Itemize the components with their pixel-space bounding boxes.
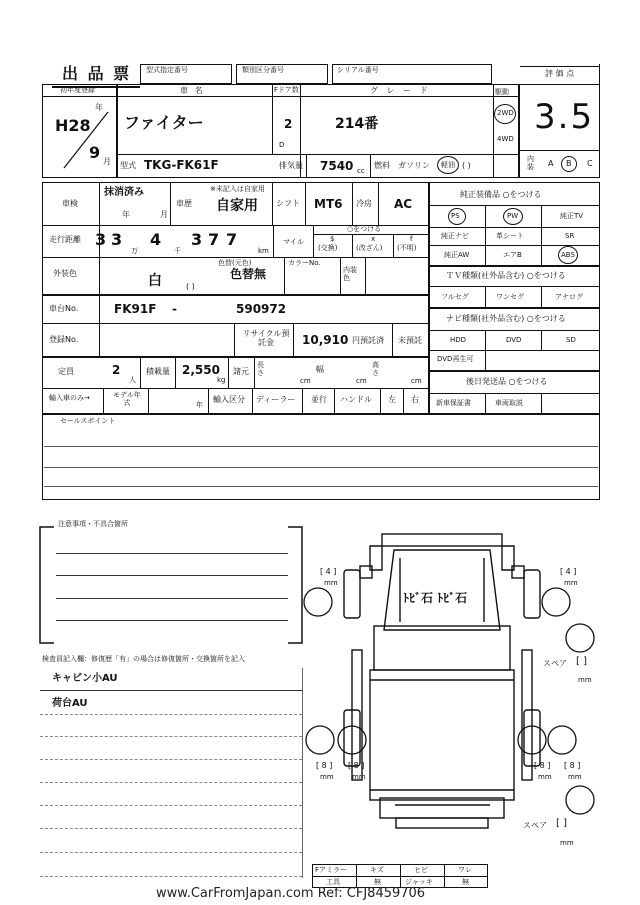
mileage-sen-unit: 千 bbox=[174, 247, 181, 255]
navi-type-label: ナビ種類(社外品含む) ○をつける bbox=[446, 314, 566, 323]
equip-leather: 革シート bbox=[496, 232, 524, 240]
navi-dvd-play: DVD再生可 bbox=[437, 355, 474, 363]
legend-scratch: キズ bbox=[370, 866, 384, 874]
capacity-value: 2 bbox=[112, 363, 121, 377]
first-reg-month: 9 bbox=[89, 143, 101, 162]
sales-point-label: セールスポイント bbox=[60, 417, 116, 425]
mile-label: マイル bbox=[283, 238, 304, 246]
fuel-label: 燃料 bbox=[374, 161, 390, 170]
color-no-label: カラーNo. bbox=[288, 259, 321, 267]
displacement-label: 排気量 bbox=[279, 161, 303, 170]
navi-sd: SD bbox=[566, 336, 576, 344]
load-label: 積載量 bbox=[146, 367, 170, 376]
ac-value: AC bbox=[394, 197, 413, 211]
usage-note: ※未記入は自家用 bbox=[210, 185, 265, 193]
docs-label: 後日発送品 ○をつける bbox=[466, 377, 548, 386]
tools-label: 工具 bbox=[326, 878, 340, 886]
shaken-year-unit: 年 bbox=[122, 210, 130, 219]
tv-oneseg: ワンセグ bbox=[496, 293, 524, 301]
mileage-circle-note: ○をつける bbox=[347, 225, 382, 233]
shaken-label: 車検 bbox=[62, 199, 78, 208]
mileage-digit: 7 bbox=[226, 230, 238, 249]
equip-pw: PW bbox=[507, 212, 519, 220]
jack-value: 無 bbox=[462, 878, 469, 886]
legend-f-amirror: Fアミラー bbox=[315, 866, 348, 874]
interior-c: C bbox=[587, 159, 593, 168]
first-reg-label: 初年度登録 bbox=[60, 86, 95, 94]
load-unit: kg bbox=[217, 376, 226, 384]
chassis-prefix: FK91F bbox=[114, 302, 157, 316]
import-dealer: ディーラー bbox=[256, 395, 296, 404]
capacity-unit: 人 bbox=[129, 376, 136, 384]
score-value: 3.5 bbox=[534, 97, 595, 137]
shaken-value: 抹消済み bbox=[104, 187, 144, 198]
inspector-note-2: 荷台AU bbox=[52, 698, 88, 709]
x-sub: (改ざん) bbox=[356, 244, 383, 252]
drive-2wd: 2WD bbox=[497, 109, 514, 117]
tire-rear-r1: [ 8 ] bbox=[534, 761, 551, 770]
tire-rear-r2: [ 8 ] bbox=[564, 761, 581, 770]
navi-dvd: DVD bbox=[506, 336, 522, 344]
usage-label: 車歴 bbox=[176, 199, 192, 208]
recycle-pending: 未預託 bbox=[398, 336, 422, 345]
navi-hdd: HDD bbox=[450, 336, 467, 344]
tools-value: 無 bbox=[374, 878, 381, 886]
spare-front-mm: mm bbox=[578, 676, 592, 684]
tire-front-right: [ 4 ] bbox=[560, 567, 577, 576]
recycle-unit: 円預託済 bbox=[352, 336, 384, 345]
grade-label: グ レ ー ド bbox=[370, 86, 431, 95]
mileage-digit: 7 bbox=[208, 230, 220, 249]
fuel-gas: ガソリン bbox=[398, 161, 430, 170]
tire-rear-l1-mm: mm bbox=[320, 773, 334, 781]
original-color-paren: ( ) bbox=[186, 282, 195, 291]
chassis-number: 590972 bbox=[236, 302, 287, 316]
grade-value: 214番 bbox=[335, 116, 379, 132]
model-label: 型式 bbox=[120, 161, 136, 170]
car-name: ファイター bbox=[124, 113, 204, 132]
mileage-digit: 3 bbox=[95, 230, 107, 249]
f-sub: (不明) bbox=[397, 244, 417, 252]
width-label: 幅 bbox=[316, 365, 324, 374]
inspector-note-1: キャビン小AU bbox=[52, 673, 118, 684]
spare-bracket-rear: [ ] bbox=[556, 818, 567, 829]
interior-a: A bbox=[548, 159, 554, 168]
equip-airbag: エアB bbox=[503, 251, 522, 259]
length-cm: cm bbox=[300, 377, 311, 385]
form-title: 出 品 票 bbox=[62, 64, 132, 83]
handle-label: ハンドル bbox=[340, 395, 372, 404]
legend-crack: ヒビ bbox=[414, 866, 428, 874]
model-cert-label: 型式指定番号 bbox=[146, 66, 188, 74]
capacity-label: 定員 bbox=[58, 367, 74, 376]
tire-rear-l2: [ 8 ] bbox=[348, 761, 365, 770]
fuel-diesel: 軽油 bbox=[441, 161, 455, 169]
fuel-other: ( ) bbox=[462, 161, 471, 170]
cc-unit: cc bbox=[357, 167, 365, 175]
drive-4wd: 4WD bbox=[497, 135, 514, 143]
doors-value: 2 bbox=[284, 117, 293, 131]
tire-front-left: [ 4 ] bbox=[320, 567, 337, 576]
watermark-text: www.CarFromJapan.com Ref: CFJ8459706 bbox=[156, 886, 426, 901]
handle-right: 右 bbox=[411, 395, 419, 404]
import-class-label: 輸入区分 bbox=[213, 395, 245, 404]
door-suffix: D bbox=[279, 141, 285, 149]
interior-label: 内装 bbox=[527, 155, 534, 171]
spare-label-front: スペア bbox=[543, 659, 567, 668]
month-unit: 月 bbox=[103, 157, 111, 166]
equip-ps: PS bbox=[451, 212, 460, 220]
car-name-label: 車 名 bbox=[180, 86, 205, 95]
height-label: 高さ bbox=[372, 361, 379, 377]
equip-genuine-aw: 純正AW bbox=[444, 251, 470, 259]
interior-color-label: 内装色 bbox=[343, 266, 357, 282]
serial-label: シリアル番号 bbox=[337, 66, 379, 74]
equip-abs: ABS bbox=[561, 251, 575, 259]
import-label: 輸入車のみ→ bbox=[49, 394, 90, 402]
height-cm: cm bbox=[411, 377, 422, 385]
spare-rear-mm: mm bbox=[560, 839, 574, 847]
mileage-label: 走行距離 bbox=[49, 235, 81, 244]
x-mark: x bbox=[371, 235, 376, 243]
import-year-unit: 年 bbox=[196, 401, 203, 409]
chassis-dash: - bbox=[172, 302, 177, 316]
legend-break: ワレ bbox=[458, 866, 472, 874]
spare-label-rear: スペア bbox=[523, 821, 547, 830]
exterior-color-value: 白 bbox=[148, 273, 162, 289]
dollar-sub: (交換) bbox=[318, 244, 338, 252]
year-unit: 年 bbox=[95, 103, 103, 112]
recycle-label: リサイクル預託金 bbox=[242, 329, 290, 347]
color-change-value: 色替無 bbox=[230, 267, 267, 281]
first-reg-year: H28 bbox=[55, 116, 91, 135]
import-parallel: 並行 bbox=[311, 395, 327, 404]
doors-label: Fドア数 bbox=[274, 86, 299, 94]
attention-label: 注意事項・不具合箇所 bbox=[58, 520, 128, 528]
spare-bracket-front: [ ] bbox=[576, 656, 587, 667]
tire-front-right-mm: mm bbox=[564, 579, 578, 587]
tv-fullseg: フルセグ bbox=[441, 293, 469, 301]
load-value: 2,550 bbox=[182, 363, 220, 377]
tire-rear-l2-mm: mm bbox=[352, 773, 366, 781]
cab-damage-note: ﾄﾋﾞ石 ﾄﾋﾞ石 bbox=[403, 591, 468, 605]
dims-label: 諸元 bbox=[233, 367, 249, 376]
inspector-label: 検査員記入欄：修復歴「有」の場合は修復箇所・交換箇所を記入 bbox=[42, 655, 245, 663]
genuine-equipment-label: 純正装備品 ○をつける bbox=[460, 190, 542, 199]
category-label: 類別区分番号 bbox=[242, 66, 284, 74]
shift-value: MT6 bbox=[314, 197, 343, 211]
f-mark: f bbox=[410, 235, 413, 243]
color-change-label: 色替(元色) bbox=[218, 259, 252, 267]
tv-type-label: ＴＶ種類(社外品含む) ○をつける bbox=[446, 271, 566, 280]
equip-sr: SR bbox=[565, 232, 575, 240]
usage-value: 自家用 bbox=[216, 198, 258, 214]
truck-diagram bbox=[300, 530, 620, 850]
exterior-color-label: 外装色 bbox=[53, 269, 77, 278]
mileage-man-unit: 万 bbox=[131, 247, 138, 255]
model-year-label: モデル年式 bbox=[113, 391, 141, 408]
tire-rear-l1: [ 8 ] bbox=[316, 761, 333, 770]
handle-left: 左 bbox=[388, 395, 396, 404]
docs-warranty: 新車保証書 bbox=[436, 399, 471, 407]
ac-label: 冷房 bbox=[356, 199, 372, 208]
dollar-mark: $ bbox=[330, 235, 335, 243]
shaken-month-unit: 月 bbox=[160, 210, 168, 219]
tire-rear-r2-mm: mm bbox=[568, 773, 582, 781]
reg-no-label: 登録No. bbox=[49, 335, 79, 344]
equip-genuine-navi: 純正ナビ bbox=[441, 232, 469, 240]
length-label: 長さ bbox=[257, 361, 264, 377]
chassis-label: 車台No. bbox=[49, 304, 79, 313]
mileage-digit: 4 bbox=[150, 230, 162, 249]
mileage-digit: 3 bbox=[111, 230, 123, 249]
score-label: 評 価 点 bbox=[545, 69, 575, 78]
interior-b: B bbox=[566, 159, 572, 168]
jack-label: ジャッキ bbox=[405, 878, 433, 886]
model-value: TKG-FK61F bbox=[144, 158, 219, 172]
equip-genuine-tv: 純正TV bbox=[560, 212, 584, 220]
width-cm: cm bbox=[356, 377, 367, 385]
drive-label: 駆動 bbox=[495, 88, 509, 96]
tv-analog: アナログ bbox=[555, 293, 583, 301]
mileage-km-unit: km bbox=[258, 247, 269, 255]
displacement-value: 7540 bbox=[320, 159, 354, 173]
attention-bracket bbox=[38, 525, 304, 645]
tire-front-left-mm: mm bbox=[324, 579, 338, 587]
mileage-digit: 3 bbox=[191, 230, 203, 249]
shift-label: シフト bbox=[276, 199, 300, 208]
tire-rear-r1-mm: mm bbox=[538, 773, 552, 781]
recycle-value: 10,910 bbox=[302, 333, 349, 347]
docs-manual: 車両取説 bbox=[495, 399, 523, 407]
